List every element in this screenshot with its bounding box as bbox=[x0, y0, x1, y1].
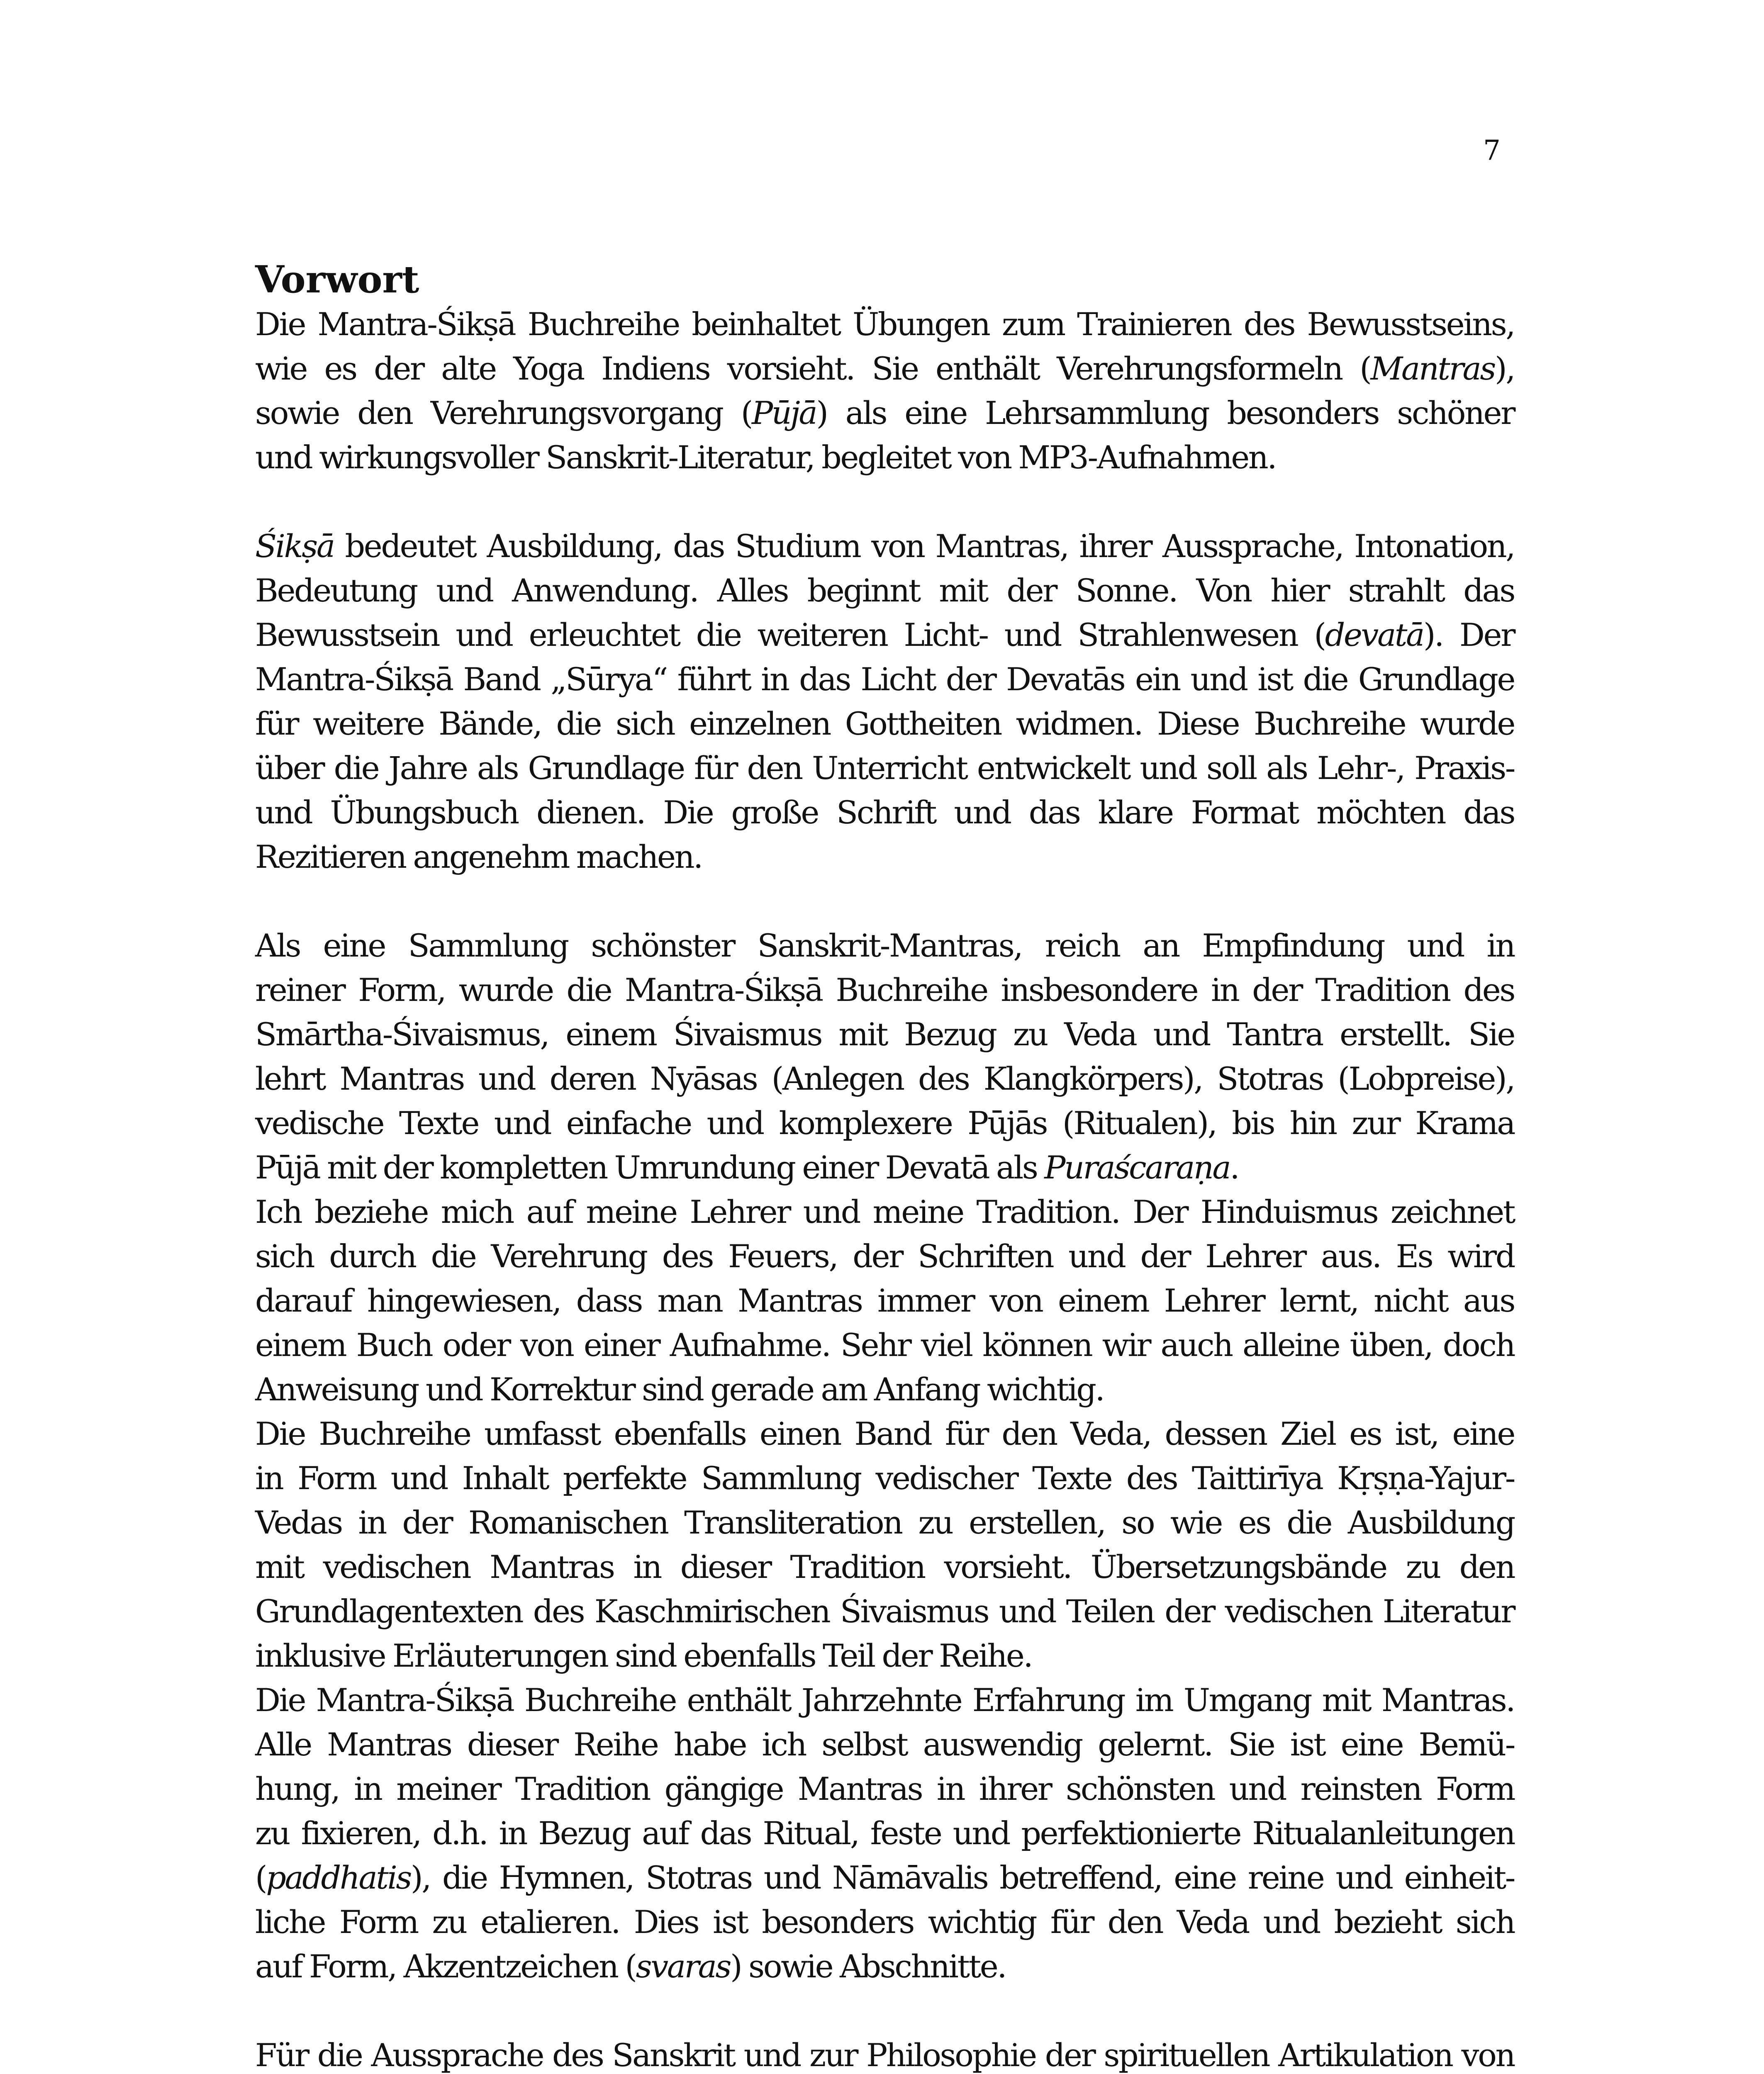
text-span: Pūjā mit der kompletten Umrundung einer Devatā als bbox=[255, 1149, 1045, 1186]
text-line: Die Mantra-Śikṣā Buchreihe enthält Jahrzehnte Erfahrung im Umgang mit Mantras. bbox=[255, 1682, 1514, 1719]
text-span: wie es der alte Yoga Indiens vorsieht. Sie enthält Verehrungsformeln ( bbox=[255, 350, 1371, 387]
text-line bbox=[255, 391, 1514, 435]
text-line: einem Buch oder von einer Aufnahme. Sehr viel können wir auch alleine üben, doch bbox=[255, 1327, 1514, 1363]
text-line: zu fixieren, d.h. in Bezug auf das Ritual, feste und perfektionierte Ritualanleitungen bbox=[255, 1815, 1514, 1852]
italic-term: Mantras bbox=[1370, 350, 1495, 387]
text-span: ). Der bbox=[1423, 616, 1515, 653]
text-span: ), die Hymnen, Stotras und Nāmāvalis betreffend, eine reine und einheit- bbox=[411, 1859, 1514, 1896]
text-line bbox=[255, 346, 1514, 391]
paragraph-4 bbox=[255, 1190, 1514, 1412]
text-line: sich durch die Verehrung des Feuers, der Schriften und der Lehrer aus. Es wird bbox=[255, 1238, 1514, 1275]
text-line: Die Buchreihe umfasst ebenfalls einen Band für den Veda, dessen Ziel es ist, eine bbox=[255, 1415, 1514, 1452]
text-line: Alle Mantras dieser Reihe habe ich selbst auswendig gelernt. Sie ist eine Bemü- bbox=[255, 1726, 1514, 1763]
text-line: liche Form zu etalieren. Dies ist besonders wichtig für den Veda und bezieht sich bbox=[255, 1904, 1514, 1940]
text-line: Als eine Sammlung schönster Sanskrit-Mantras, reich an Empfindung und in bbox=[255, 927, 1514, 964]
page-number: 7 bbox=[1483, 134, 1501, 166]
paragraph-3 bbox=[255, 923, 1514, 1190]
paragraph-7 bbox=[255, 2033, 1514, 2074]
text-line: Für die Aussprache des Sanskrit und zur Philosophie der spirituellen Artikulation von bbox=[255, 2037, 1514, 2074]
text-line bbox=[255, 524, 1514, 568]
paragraph-5 bbox=[255, 1412, 1514, 1678]
text-line: lehrt Mantras und deren Nyāsas (Anlegen des Klangkörpers), Stotras (Lobpreise), bbox=[255, 1060, 1514, 1097]
text-line bbox=[255, 1944, 1514, 1989]
italic-term: Pūjā bbox=[751, 394, 816, 431]
text-line: Die Mantra-Śikṣā Buchreihe beinhaltet Übungen zum Trainieren des Bewusstseins, bbox=[255, 306, 1514, 343]
paragraph-6 bbox=[255, 1678, 1514, 1989]
text-line: Vedas in der Romanischen Transliteration zu erstellen, so wie es die Ausbildung bbox=[255, 1504, 1514, 1541]
italic-term: devatā bbox=[1325, 616, 1423, 653]
italic-term: svaras bbox=[636, 1948, 731, 1985]
text-line bbox=[255, 1855, 1514, 1900]
text-span: ), bbox=[1494, 350, 1514, 387]
text-span: ) als eine Lehrsammlung besonders schöner bbox=[816, 394, 1514, 431]
text-line: und wirkungsvoller Sanskrit-Literatur, begleitet von MP3-Aufnahmen. bbox=[255, 439, 1276, 476]
italic-term: paddhatis bbox=[266, 1859, 411, 1896]
page-title: Vorwort bbox=[255, 258, 419, 302]
text-line: reiner Form, wurde die Mantra-Śikṣā Buchreihe insbesondere in der Tradition des bbox=[255, 971, 1514, 1008]
text-line: Mantra-Śikṣā Band „Sūrya“ führt in das Licht der Devatās ein und ist die Grundlage bbox=[255, 661, 1514, 698]
text-line bbox=[255, 1145, 1514, 1190]
text-line: und Übungsbuch dienen. Die große Schrift und das klare Format möchten das bbox=[255, 794, 1514, 831]
italic-term: Puraścaraṇa bbox=[1044, 1149, 1230, 1186]
text-span: bedeutet Ausbildung, das Studium von Mantras, ihrer Aussprache, Intonation, bbox=[334, 528, 1514, 565]
text-line: inklusive Erläuterungen sind ebenfalls Teil der Reihe. bbox=[255, 1637, 1032, 1674]
text-span: Bewusstsein und erleuchtet die weiteren Licht- und Strahlenwesen ( bbox=[255, 616, 1325, 653]
italic-term: Śikṣā bbox=[255, 528, 334, 565]
text-line: Bedeutung und Anwendung. Alles beginnt mit der Sonne. Von hier strahlt das bbox=[255, 572, 1514, 609]
paragraph-1 bbox=[255, 302, 1514, 480]
text-span: sowie den Verehrungsvorgang ( bbox=[255, 394, 752, 431]
text-span: . bbox=[1230, 1149, 1239, 1186]
text-line: darauf hingewiesen, dass man Mantras immer von einem Lehrer lernt, nicht aus bbox=[255, 1282, 1514, 1319]
text-line: Rezitieren angenehm machen. bbox=[255, 838, 702, 875]
text-line: in Form und Inhalt perfekte Sammlung vedischer Texte des Taittirīya Kṛṣṇa-Yajur- bbox=[255, 1460, 1514, 1497]
text-line: Ich beziehe mich auf meine Lehrer und meine Tradition. Der Hinduismus zeichnet bbox=[255, 1193, 1514, 1230]
text-line: vedische Texte und einfache und komplexere Pūjās (Ritualen), bis hin zur Krama bbox=[255, 1105, 1514, 1142]
paragraph-2 bbox=[255, 524, 1514, 879]
text-line: hung, in meiner Tradition gängige Mantras in ihrer schönsten und reinsten Form bbox=[255, 1770, 1514, 1807]
text-line: für weitere Bände, die sich einzelnen Gottheiten widmen. Diese Buchreihe wurde bbox=[255, 705, 1514, 742]
text-span: auf Form, Akzentzeichen ( bbox=[255, 1948, 636, 1985]
page-content bbox=[255, 257, 1514, 2074]
text-span: ) sowie Abschnitte. bbox=[730, 1948, 1006, 1985]
text-line: Smārtha-Śivaismus, einem Śivaismus mit Bezug zu Veda und Tantra erstellt. Sie bbox=[255, 1016, 1514, 1053]
text-line: Anweisung und Korrektur sind gerade am Anfang wichtig. bbox=[255, 1371, 1104, 1408]
text-line: Grundlagentexten des Kaschmirischen Śivaismus und Teilen der vedischen Literatur bbox=[255, 1593, 1514, 1630]
text-line: mit vedischen Mantras in dieser Tradition vorsieht. Übersetzungsbände zu den bbox=[255, 1548, 1514, 1585]
text-span: ( bbox=[255, 1859, 266, 1896]
text-line: über die Jahre als Grundlage für den Unterricht entwickelt und soll als Lehr-, Praxis- bbox=[255, 750, 1514, 786]
text-line bbox=[255, 613, 1514, 657]
